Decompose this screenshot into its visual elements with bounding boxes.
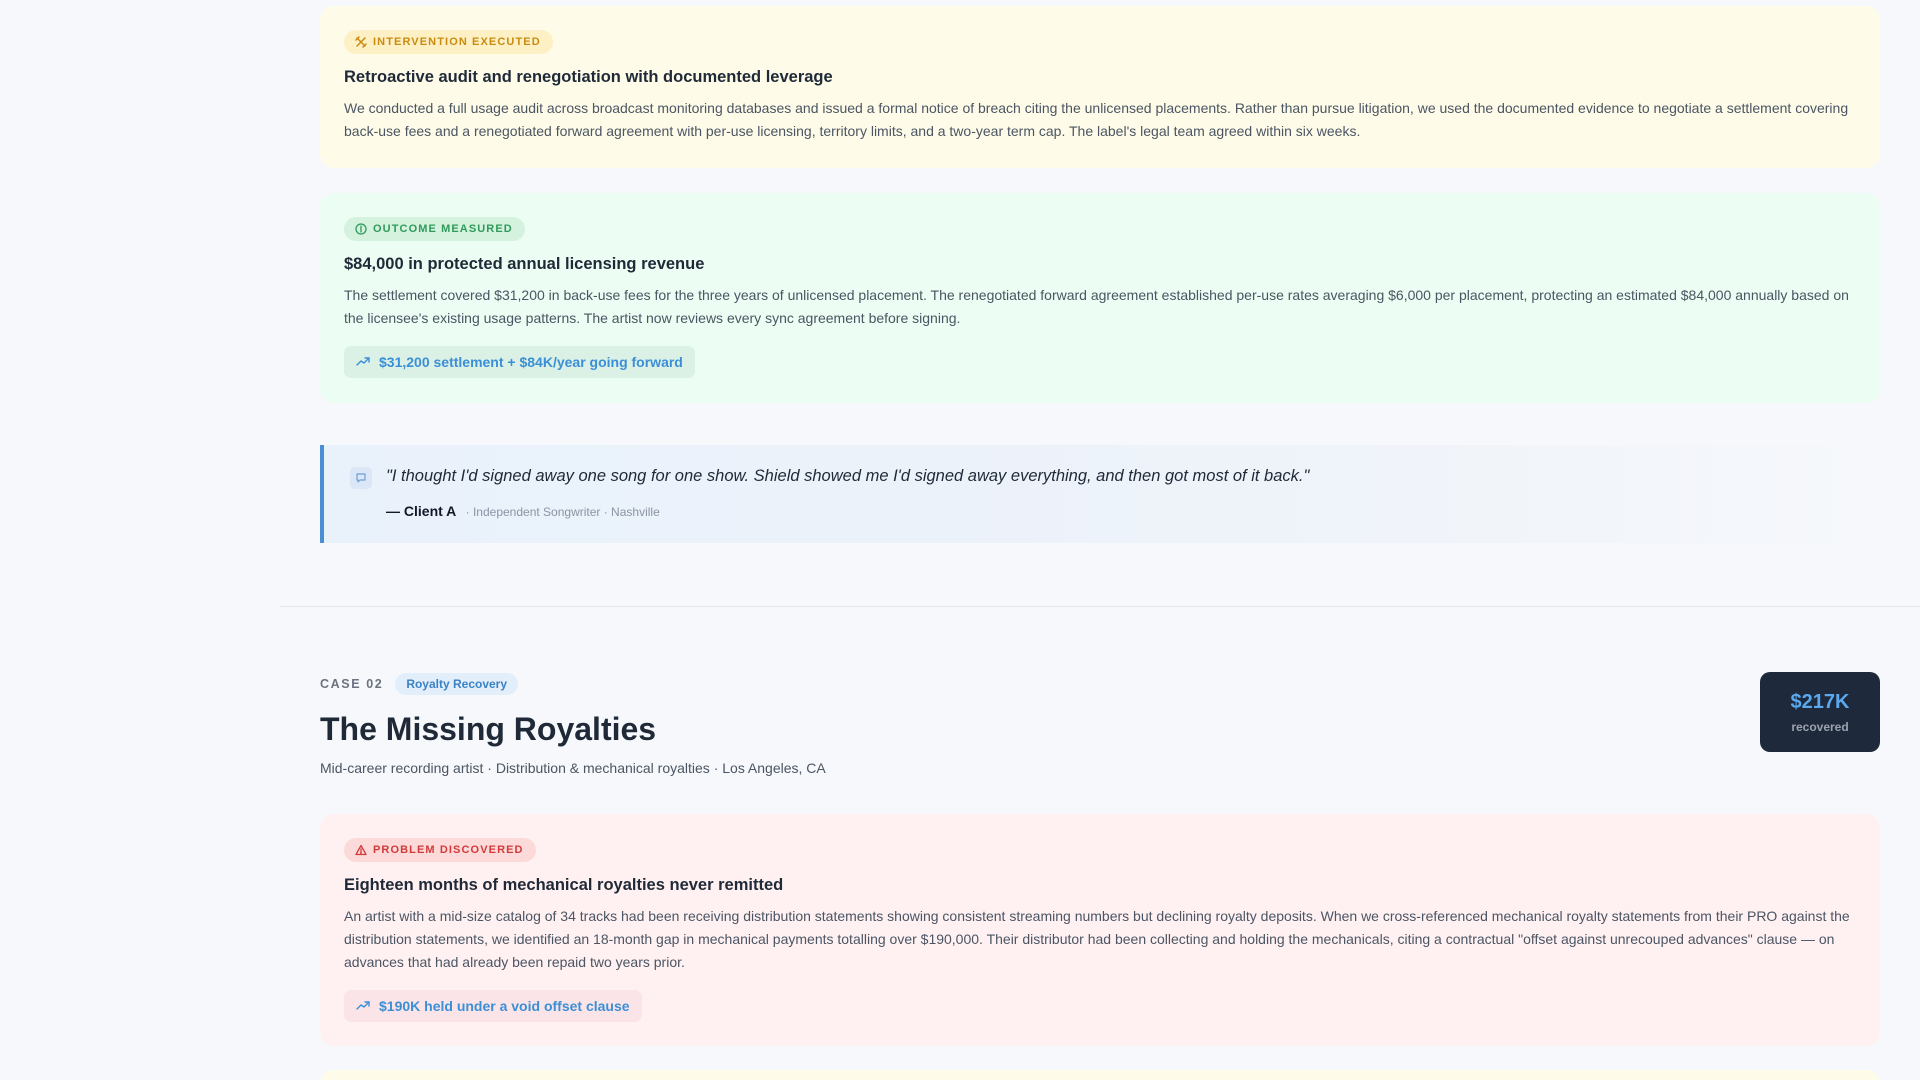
outcome-title: $84,000 in protected annual licensing revenue (344, 255, 705, 273)
case-label-row (320, 673, 826, 695)
dollar-circle-icon (354, 223, 367, 236)
section-divider (280, 606, 1920, 607)
testimonial-text: "I thought I'd signed away one song for one show. Shield showed me I'd signed away everything, and then got most of it back." (386, 467, 1310, 485)
outcome-badge (344, 217, 525, 241)
intervention-body: We conducted a full usage audit across broadcast monitoring databases and issued a formal notice of breach citing the unlicensed placements. Rather than pursue litigation, we used the documented evidence to negotiate a settlement covering back-use fees and a renegotiated forward agreement with per-use licensing, territory limits, and a two-year term cap. The label's legal team agreed within six weeks. (344, 100, 1849, 139)
problem-badge-label: PROBLEM DISCOVERED (373, 844, 524, 856)
testimonial-meta: · Independent Songwriter · Nashville (465, 505, 660, 519)
case-stat-card (1760, 672, 1880, 752)
problem-body: An artist with a mid-size catalog of 34 tracks had been receiving distribution statements showing consistent streaming numbers but declining royalty deposits. When we cross-referenced mechanical royalty statements from their PRO against the distribution statements, we identified an 18-month gap in mechanical payments totalling over $190,000. Their distributor had been collecting and holding the mechanicals, citing a contractual "offset against unrecouped advances" clause — on advances that had already been repaid two years prior. (344, 908, 1850, 970)
outcome-body: The settlement covered $31,200 in back-use fees for the three years of unlicensed placement. The renegotiated forward agreement established per-use rates averaging $6,000 per placement, protecting an estimated $84,000 annually based on the licensee's existing usage patterns. The artist now reviews every sync agreement before signing. (344, 287, 1849, 326)
case-title: The Missing Royalties (320, 711, 657, 747)
case-header (320, 673, 826, 776)
trending-up-icon (356, 998, 370, 1014)
testimonial-quote (320, 445, 1880, 543)
case-subtitle: Mid-career recording artist · Distribution & mechanical royalties · Los Angeles, CA (320, 760, 826, 776)
testimonial-author: — Client A (386, 503, 456, 519)
outcome-metric-label: $31,200 settlement + $84K/year going forward (379, 354, 683, 370)
intervention-badge (344, 30, 553, 54)
case-stat-label: recovered (1791, 719, 1849, 734)
outcome-metric-chip (344, 346, 695, 378)
intervention-badge-label: INTERVENTION EXECUTED (373, 36, 541, 48)
trending-up-icon (356, 354, 370, 370)
next-card-edge (320, 1070, 1880, 1080)
case-category-tag: Royalty Recovery (395, 673, 518, 695)
problem-card (320, 814, 1880, 1046)
intervention-card (320, 6, 1880, 168)
problem-title: Eighteen months of mechanical royalties never remitted (344, 876, 784, 894)
problem-badge (344, 838, 536, 862)
problem-metric-label: $190K held under a void offset clause (379, 998, 630, 1014)
problem-metric-chip (344, 990, 642, 1022)
outcome-card (320, 193, 1880, 403)
intervention-title: Retroactive audit and renegotiation with documented leverage (344, 68, 833, 86)
tools-icon (354, 36, 367, 49)
testimonial-attribution (386, 503, 660, 519)
case-stat-value: $217K (1790, 690, 1850, 713)
case-number: CASE 02 (320, 677, 384, 691)
chat-bubble-icon (350, 467, 372, 489)
warning-triangle-icon (354, 844, 367, 857)
outcome-badge-label: OUTCOME MEASURED (373, 223, 513, 235)
